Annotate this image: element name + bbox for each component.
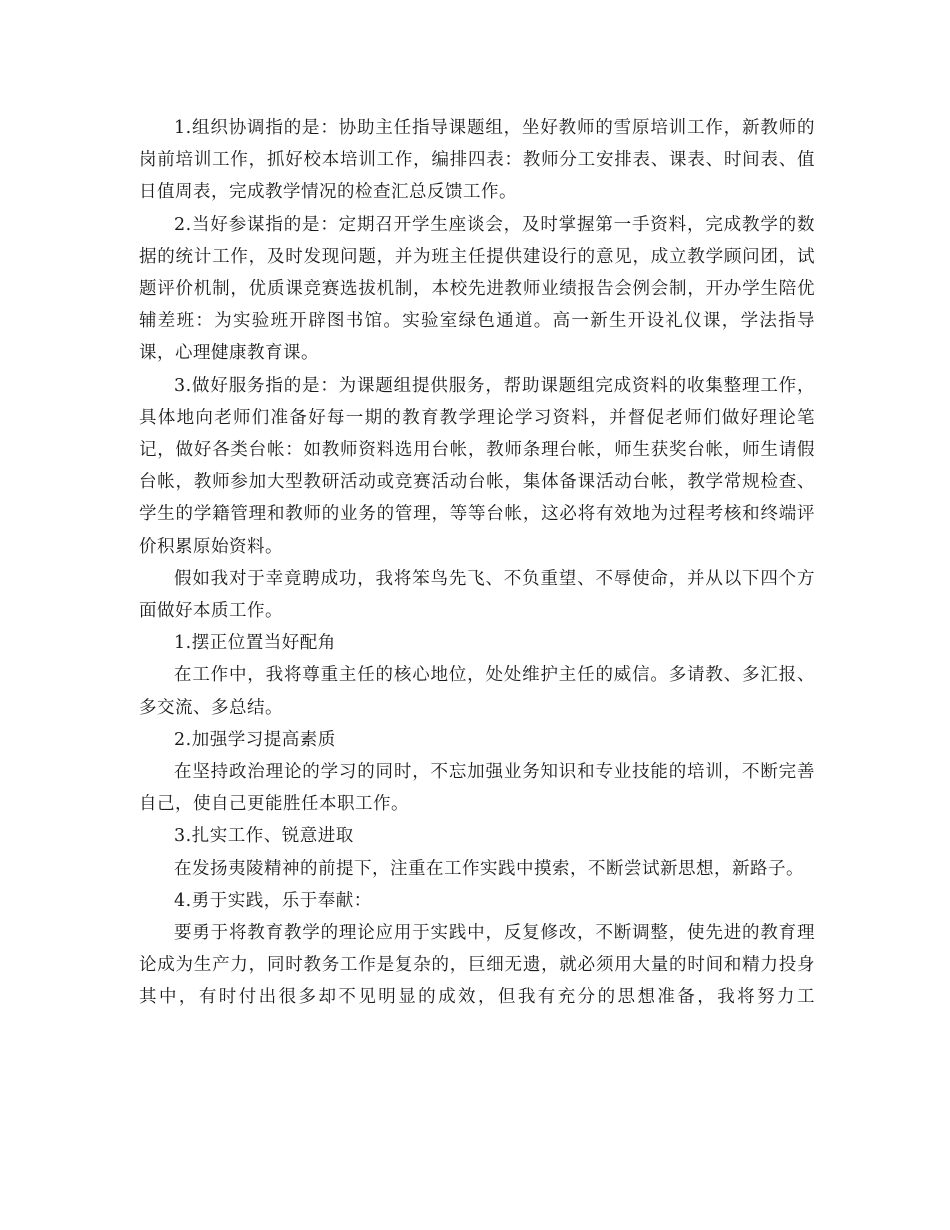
paragraph-3: 3.做好服务指的是：为课题组提供服务，帮助课题组完成资料的收集整理工作，具体地向老师们准备好每一期的教育教学理论学习资料，并督促老师们做好理论笔记，做好各类台帐：如教师资料选用台帐，教师条理台帐，师生获奖台帐，师生请假台帐，教师参加大型教研活动或竞赛活动台帐，集体备课活动台帐，教学常规检查、学生的学籍管理和教师的业务的管理，等等台帐，这必将有效地为过程考核和终端评价积累原始资料。 bbox=[139, 375, 815, 557]
heading-1: 1.摆正位置当好配角 bbox=[174, 633, 336, 654]
paragraph-7: 在发扬夷陵精神的前提下，注重在工作实践中摸索，不断尝试新思想，新路子。 bbox=[174, 858, 804, 879]
heading-4: 4.勇于实践，乐于奉献： bbox=[174, 890, 372, 911]
heading-2: 2.加强学习提高素质 bbox=[174, 729, 336, 750]
paragraph-2: 2.当好参谋指的是：定期召开学生座谈会，及时掌握第一手资料，完成教学的数据的统计工作，及时发现问题，并为班主任提供建设行的意见，成立教学顾问团，试题评价机制，优质课竞赛选拔机制，本校先进教师业绩报告会例会制，开办学生陪优辅差班：为实验班开辟图书馆。实验室绿色通道。高一新生开设礼仪课，学法指导课，心理健康教育课。 bbox=[139, 214, 815, 364]
paragraph-4: 假如我对于幸竟聘成功，我将笨鸟先飞、不负重望、不辱使命，并从以下四个方面做好本质工作。 bbox=[139, 568, 815, 622]
paragraph-6: 在坚持政治理论的学习的同时，不忘加强业务知识和专业技能的培训，不断完善自己，使自己更能胜任本职工作。 bbox=[139, 762, 815, 815]
paragraph-8: 要勇于将教育教学的理论应用于实践中，反复修改，不断调整，使先进的教育理论成为生产力，同时教务工作是复杂的，巨细无遗，就必须用大量的时间和精力投身其中，有时付出很多却不见明显的成效，但我有充分的思想准备，我将努力工 bbox=[139, 923, 815, 1008]
heading-3: 3.扎实工作、锐意进取 bbox=[174, 826, 354, 847]
paragraph-1: 1.组织协调指的是：协助主任指导课题组，坐好教师的雪原培训工作，新教师的岗前培训工作，抓好校本培训工作，编排四表：教师分工安排表、课表、时间表、值日值周表，完成教学情况的检查汇总反馈工作。 bbox=[139, 118, 815, 203]
document-page bbox=[139, 112, 815, 1014]
paragraph-5: 在工作中，我将尊重主任的核心地位，处处维护主任的威信。多请教、多汇报、多交流、多总结。 bbox=[139, 665, 815, 718]
